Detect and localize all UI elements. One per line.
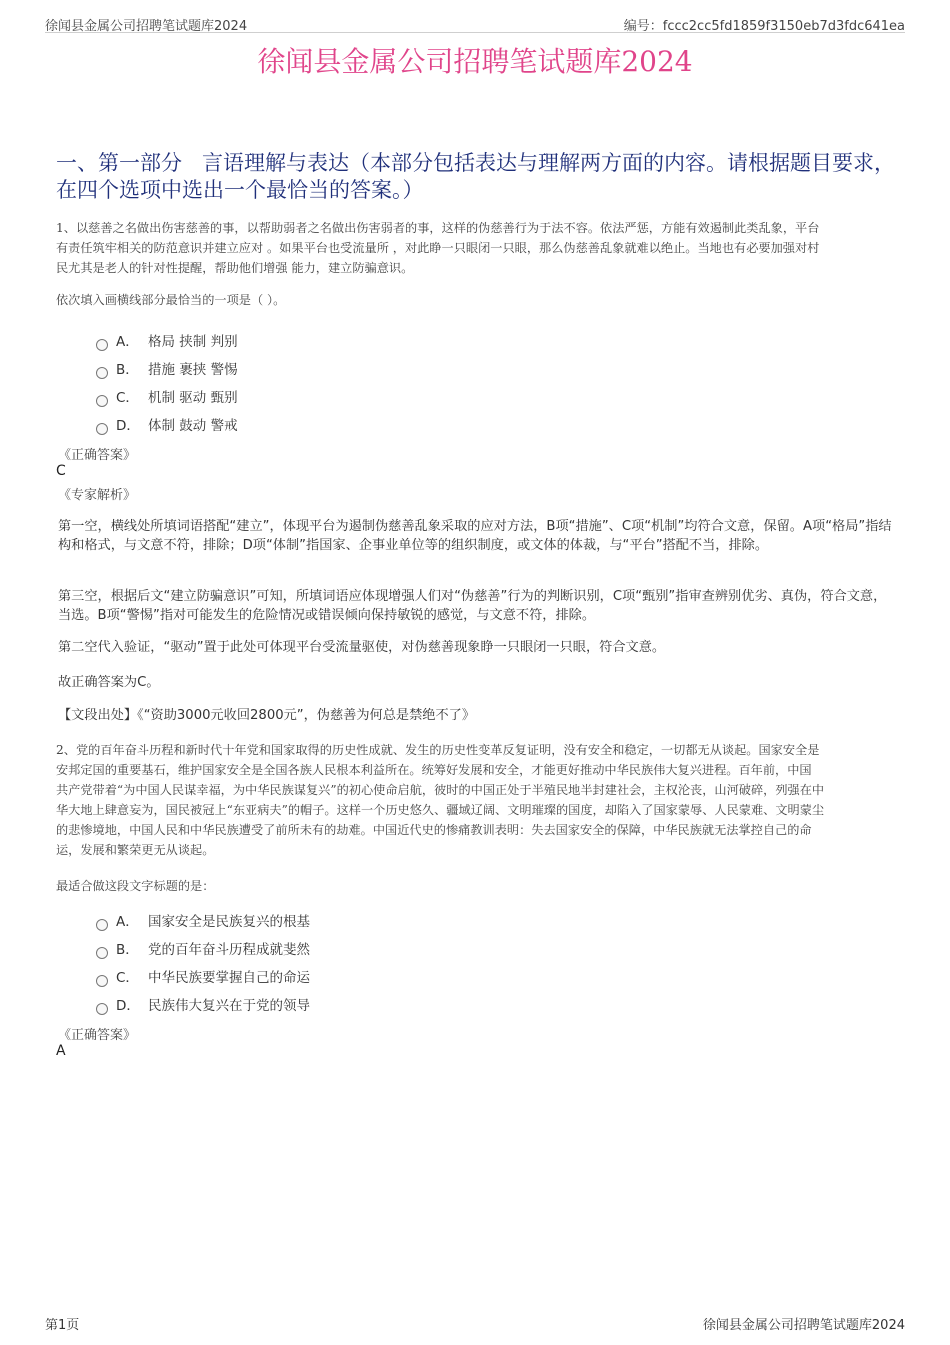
radio-button-icon[interactable] xyxy=(96,975,108,987)
q1-analysis-paragraph: 第二空代入验证，“驱动”置于此处可体现平台受流量驱使，对伪慈善现象睁一只眼闭一只眼，符合文意。 xyxy=(58,640,666,655)
q2-passage-line: 2、党的百年奋斗历程和新时代十年党和国家取得的历史性成就、发生的历史性变革反复证明，没有安全和稳定，一切都无从谈起。国家安全是 xyxy=(56,743,820,757)
q2-answer-label: 《正确答案》 xyxy=(58,1028,137,1043)
radio-button-icon[interactable] xyxy=(96,395,108,407)
q1-option-c[interactable]: C． 机制 驱动 甄别 xyxy=(96,386,238,408)
q1-analysis-label: 《专家解析》 xyxy=(58,488,137,503)
q1-answer: C xyxy=(56,463,66,479)
section-part: 一、第一部分 xyxy=(56,151,182,175)
footer-doc-name: 徐闻县金属公司招聘笔试题库2024 xyxy=(702,1318,905,1333)
page-header xyxy=(45,14,905,33)
q1-passage-line: 有责任筑牢相关的防范意识并建立应对 。如果平台也受流量所 ，对此睁一只眼闭一只眼，那么伪慈善乱象就难以绝止。当地也有必要加强对村 xyxy=(56,241,820,255)
q1-option-a[interactable]: A． 格局 挟制 判别 xyxy=(96,330,238,352)
header-doc-number: 编号：fccc2cc5fd1859f3150eb7d3fdc641ea xyxy=(623,19,905,34)
section-text: 言语理解与表达（本部分包括表达与理解两方面的内容。请根据题目要求，在四个选项中选出一个最恰当的答案。） xyxy=(56,151,895,202)
q1-option-b[interactable]: B． 措施 裹挟 警惕 xyxy=(96,358,238,380)
q1-passage-line: 1、以慈善之名做出伤害慈善的事，以帮助弱者之名做出伤害弱者的事，这样的伪慈善行为于法不容。依法严惩，方能有效遏制此类乱象，平台 xyxy=(56,221,820,235)
page-number: 第1页 xyxy=(45,1318,80,1333)
section-heading xyxy=(56,150,896,204)
q2-option-b[interactable]: B． 党的百年奋斗历程成就斐然 xyxy=(96,938,310,960)
q2-passage-line: 安邦定国的重要基石，维护国家安全是全国各族人民根本利益所在。统筹好发展和安全，才能更好推动中华民族伟大复兴进程。百年前，中国 xyxy=(56,763,812,777)
q1-source: 【文段出处】《“资助3000元收回2800元”，伪慈善为何总是禁绝不了》 xyxy=(58,708,476,723)
q2-passage-line: 运，发展和繁荣更无从谈起。 xyxy=(56,843,215,857)
q1-passage-line: 民尤其是老人的针对性提醒，帮助他们增强 能力，建立防骗意识。 xyxy=(56,261,414,275)
q2-passage-line: 的悲惨境地，中国人民和中华民族遭受了前所未有的劫难。中国近代史的惨痛教训表明：失去国家安全的保障，中华民族就无法掌控自己的命 xyxy=(56,823,812,837)
radio-button-icon[interactable] xyxy=(96,423,108,435)
q2-answer: A xyxy=(56,1043,66,1059)
radio-button-icon[interactable] xyxy=(96,367,108,379)
q1-option-d[interactable]: D． 体制 鼓动 警戒 xyxy=(96,414,238,436)
header-doc-name: 徐闻县金属公司招聘笔试题库2024 xyxy=(45,19,248,34)
q1-analysis-paragraph: 故正确答案为C。 xyxy=(58,675,160,690)
q1-answer-label: 《正确答案》 xyxy=(58,448,137,463)
radio-button-icon[interactable] xyxy=(96,947,108,959)
document-title: 徐闻县金属公司招聘笔试题库2024 xyxy=(257,45,693,78)
q1-analysis-paragraph: 第三空，根据后文“建立防骗意识”可知，所填词语应体现增强人们对“伪慈善”行为的判断识别，C项“甄别”指审查辨别优劣、真伪，符合文意，当选。B项“警惕”指对可能发生的危险情况或错误倾向保持敏锐的感觉，与文意不符，排除。 xyxy=(58,589,887,623)
q1-analysis-paragraph: 第一空，横线处所填词语搭配“建立”，体现平台为遏制伪慈善乱象采取的应对方法，B项“措施”、C项“机制”均符合文意，保留。A项“格局”指结构和格式，与文意不符，排除；D项“体制”指国家、企事业单位等的组织制度，或文体的体裁，与“平台”搭配不当，排除。 xyxy=(58,519,892,553)
q2-option-c[interactable]: C． 中华民族要掌握自己的命运 xyxy=(96,966,310,988)
q2-passage-line: 共产党带着“为中国人民谋幸福，为中华民族谋复兴”的初心使命启航，彼时的中国正处于半殖民地半封建社会，主权沦丧，山河破碎，列强在中 xyxy=(56,783,825,797)
q2-option-a[interactable]: A． 国家安全是民族复兴的根基 xyxy=(96,910,310,932)
q2-prompt: 最适合做这段文字标题的是： xyxy=(56,879,215,893)
q2-option-d[interactable]: D． 民族伟大复兴在于党的领导 xyxy=(96,994,310,1016)
q1-prompt: 依次填入画横线部分最恰当的一项是（ ）。 xyxy=(56,293,286,307)
q2-passage-line: 华大地上肆意妄为，国民被冠上“东亚病夫”的帽子。这样一个历史悠久、疆域辽阔、文明璀璨的国度，却陷入了国家蒙辱、人民蒙难、文明蒙尘 xyxy=(56,803,825,817)
radio-button-icon[interactable] xyxy=(96,1003,108,1015)
radio-button-icon[interactable] xyxy=(96,339,108,351)
radio-button-icon[interactable] xyxy=(96,919,108,931)
